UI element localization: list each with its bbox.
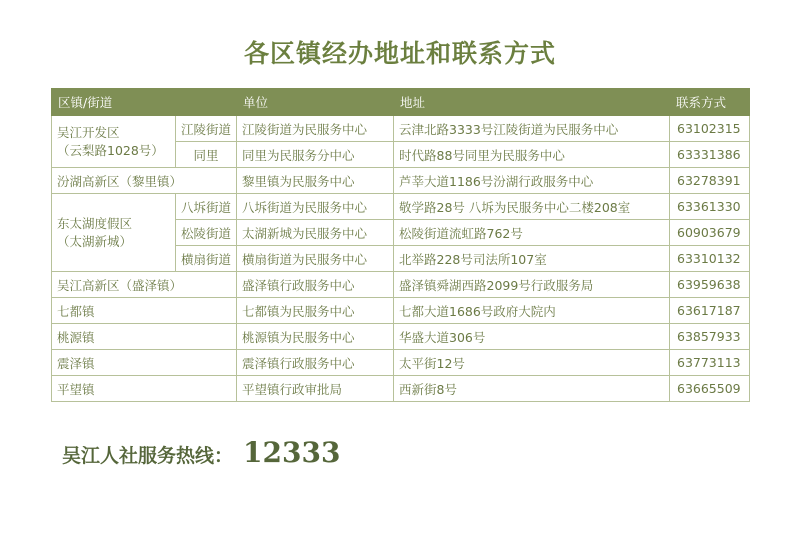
subdistrict-cell: 横扇街道 bbox=[176, 246, 237, 272]
header-address: 地址 bbox=[394, 89, 670, 116]
header-phone: 联系方式 bbox=[670, 89, 750, 116]
unit-cell: 盛泽镇行政服务中心 bbox=[237, 272, 394, 298]
district-cell: 七都镇 bbox=[52, 298, 237, 324]
unit-cell: 八坼街道为民服务中心 bbox=[237, 194, 394, 220]
address-cell: 敬学路28号 八坼为民服务中心二楼208室 bbox=[394, 194, 670, 220]
phone-cell: 63617187 bbox=[670, 298, 750, 324]
table-header-row bbox=[52, 89, 750, 116]
district-note: （太湖新城） bbox=[57, 233, 133, 249]
table-row bbox=[52, 324, 750, 350]
unit-cell: 同里为民服务分中心 bbox=[237, 142, 394, 168]
address-cell: 云津北路3333号江陵街道为民服务中心 bbox=[394, 116, 670, 142]
table-row bbox=[52, 298, 750, 324]
subdistrict-cell: 江陵街道 bbox=[176, 116, 237, 142]
unit-cell: 江陵街道为民服务中心 bbox=[237, 116, 394, 142]
phone-cell: 63361330 bbox=[670, 194, 750, 220]
hotline-number: 12333 bbox=[243, 436, 341, 469]
header-unit: 单位 bbox=[237, 89, 394, 116]
table-row bbox=[52, 376, 750, 402]
district-name: 东太湖度假区 bbox=[57, 215, 133, 231]
phone-cell: 63278391 bbox=[670, 168, 750, 194]
district-cell bbox=[52, 194, 176, 272]
header-district: 区镇/街道 bbox=[52, 89, 237, 116]
phone-cell: 63773113 bbox=[670, 350, 750, 376]
table-row bbox=[52, 350, 750, 376]
district-note: （云梨路1028号） bbox=[57, 142, 164, 158]
subdistrict-cell: 八坼街道 bbox=[176, 194, 237, 220]
address-cell: 盛泽镇舜湖西路2099号行政服务局 bbox=[394, 272, 670, 298]
phone-cell: 63310132 bbox=[670, 246, 750, 272]
district-cell: 吴江高新区（盛泽镇） bbox=[52, 272, 237, 298]
address-cell: 七都大道1686号政府大院内 bbox=[394, 298, 670, 324]
district-cell bbox=[52, 116, 176, 168]
unit-cell: 黎里镇为民服务中心 bbox=[237, 168, 394, 194]
phone-cell: 63102315 bbox=[670, 116, 750, 142]
subdistrict-cell: 松陵街道 bbox=[176, 220, 237, 246]
address-cell: 华盛大道306号 bbox=[394, 324, 670, 350]
address-cell: 松陵街道流虹路762号 bbox=[394, 220, 670, 246]
contact-table bbox=[51, 88, 750, 402]
table-row bbox=[52, 116, 750, 142]
hotline bbox=[62, 436, 340, 469]
phone-cell: 63857933 bbox=[670, 324, 750, 350]
district-cell: 汾湖高新区（黎里镇） bbox=[52, 168, 237, 194]
unit-cell: 平望镇行政审批局 bbox=[237, 376, 394, 402]
table-row bbox=[52, 168, 750, 194]
district-name: 吴江开发区 bbox=[57, 124, 120, 140]
phone-cell: 63665509 bbox=[670, 376, 750, 402]
unit-cell: 桃源镇为民服务中心 bbox=[237, 324, 394, 350]
hotline-label: 吴江人社服务热线： bbox=[62, 445, 234, 467]
district-cell: 平望镇 bbox=[52, 376, 237, 402]
address-cell: 西新街8号 bbox=[394, 376, 670, 402]
subdistrict-cell: 同里 bbox=[176, 142, 237, 168]
unit-cell: 横扇街道为民服务中心 bbox=[237, 246, 394, 272]
district-cell: 桃源镇 bbox=[52, 324, 237, 350]
district-cell: 震泽镇 bbox=[52, 350, 237, 376]
phone-cell: 63959638 bbox=[670, 272, 750, 298]
page-title: 各区镇经办地址和联系方式 bbox=[243, 39, 556, 68]
unit-cell: 太湖新城为民服务中心 bbox=[237, 220, 394, 246]
table-row bbox=[52, 194, 750, 220]
unit-cell: 震泽镇行政服务中心 bbox=[237, 350, 394, 376]
phone-cell: 60903679 bbox=[670, 220, 750, 246]
unit-cell: 七都镇为民服务中心 bbox=[237, 298, 394, 324]
address-cell: 时代路88号同里为民服务中心 bbox=[394, 142, 670, 168]
address-cell: 北举路228号司法所107室 bbox=[394, 246, 670, 272]
address-cell: 芦莘大道1186号汾湖行政服务中心 bbox=[394, 168, 670, 194]
table-row bbox=[52, 272, 750, 298]
phone-cell: 63331386 bbox=[670, 142, 750, 168]
address-cell: 太平街12号 bbox=[394, 350, 670, 376]
